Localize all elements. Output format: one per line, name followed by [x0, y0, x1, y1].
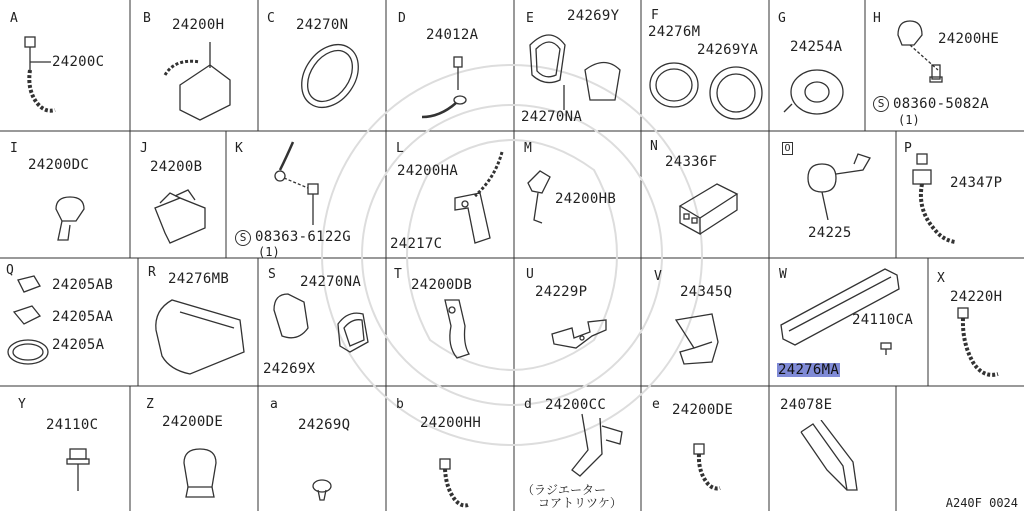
hose-tube-icon — [795, 420, 865, 495]
cell-letter: J — [140, 141, 148, 156]
protector-cover-icon — [672, 312, 752, 372]
part-number[interactable]: 24269Y — [567, 8, 620, 24]
part-number[interactable]: 24276M — [648, 24, 701, 40]
cell-letter: K — [235, 141, 243, 156]
flat-bracket-icon — [550, 318, 610, 358]
part-number[interactable]: 08360-5082A — [893, 96, 990, 112]
bolt-icon — [64, 445, 94, 495]
cell-letter: O — [782, 142, 793, 155]
cell-letter: U — [526, 267, 534, 282]
clamp-icon — [176, 445, 226, 505]
part-number[interactable]: 24276MB — [168, 271, 230, 287]
part-number[interactable]: 24270NA — [521, 109, 583, 125]
part-number[interactable]: 24200HA — [397, 163, 459, 179]
part-number[interactable]: 24269Q — [298, 417, 351, 433]
part-number[interactable]: 24205AB — [52, 277, 114, 293]
part-number[interactable]: 24200DB — [411, 277, 473, 293]
location-note: コアトリツケ） — [538, 496, 622, 510]
part-number[interactable]: 24269X — [263, 361, 316, 377]
retainer-clip-icon — [798, 150, 878, 220]
cell-letter: R — [148, 265, 156, 280]
cell-letter: G — [778, 11, 786, 26]
bracket-harness-icon — [440, 148, 510, 248]
cell-letter: Q — [6, 263, 14, 278]
harness-bracket-icon — [150, 188, 220, 248]
cell-letter: A — [10, 11, 18, 26]
part-number[interactable]: 24347P — [950, 175, 1003, 191]
cell-letter: D — [398, 11, 406, 26]
part-number[interactable]: 24110C — [46, 417, 99, 433]
harness-clip-icon — [15, 35, 65, 120]
part-number[interactable]: 24205AA — [52, 309, 114, 325]
grommet-pair-icon — [520, 25, 635, 110]
harness-clip-icon — [436, 455, 476, 510]
part-number[interactable]: 24200HB — [555, 191, 617, 207]
part-number[interactable]: 08363-6122G — [255, 229, 352, 245]
part-number[interactable]: 24200DE — [672, 402, 734, 418]
part-number-highlighted[interactable]: 24276MA — [778, 362, 840, 378]
screw-symbol: S — [235, 230, 251, 246]
cell-letter: W — [779, 267, 787, 282]
part-number[interactable]: 24200HH — [420, 415, 482, 431]
ground-strap-icon — [420, 45, 490, 125]
cell-letter: V — [654, 269, 662, 284]
cell-letter: X — [937, 271, 945, 286]
cell-letter: H — [873, 11, 881, 26]
part-number[interactable]: 24220H — [950, 289, 1003, 305]
grommet-plug-icon — [782, 62, 852, 122]
part-number[interactable]: 24229P — [535, 284, 588, 300]
cell-letter: M — [524, 141, 532, 156]
wire-bracket-icon — [435, 296, 485, 371]
part-number[interactable]: 24078E — [780, 397, 833, 413]
part-number[interactable]: 24254A — [790, 39, 843, 55]
part-number[interactable]: 24200DC — [28, 157, 90, 173]
cell-letter: C — [267, 11, 275, 26]
clip-icon — [520, 165, 560, 230]
part-number[interactable]: 24205A — [52, 337, 105, 353]
part-number[interactable]: 24200HE — [938, 31, 1000, 47]
radiator-bracket-icon — [562, 410, 632, 482]
connector-block-icon — [672, 178, 747, 238]
cell-letter: I — [10, 141, 18, 156]
part-number[interactable]: 24200C — [52, 54, 105, 70]
part-number[interactable]: 24270NA — [300, 274, 362, 290]
grommet-ring-icon — [290, 38, 370, 118]
part-number[interactable]: 24270N — [296, 17, 349, 33]
screw-symbol: S — [873, 96, 889, 112]
part-number[interactable]: 24269YA — [697, 42, 759, 58]
grommet-pair-icon — [268, 290, 383, 360]
cell-letter: F — [651, 8, 659, 23]
cell-letter: P — [904, 141, 912, 156]
cell-letter: L — [396, 141, 404, 156]
cell-letter: e — [652, 397, 660, 412]
harness-clip-icon — [688, 440, 728, 495]
harness-clip-icon — [905, 150, 965, 250]
cell-letter: d — [524, 397, 532, 412]
cell-letter: B — [143, 11, 151, 26]
cell-letter: Y — [18, 397, 26, 412]
cell-letter: b — [396, 397, 404, 412]
harness-cover-bolt-icon — [775, 265, 925, 355]
clip-with-bolt-icon — [888, 15, 948, 95]
harness-protector-icon — [150, 290, 255, 380]
part-number[interactable]: 24200B — [150, 159, 203, 175]
cell-letter: Z — [146, 397, 154, 412]
cell-letter: S — [268, 267, 276, 282]
part-number[interactable]: 24012A — [426, 27, 479, 43]
part-number[interactable]: 24200DE — [162, 414, 224, 430]
part-number[interactable]: 24110CA — [852, 312, 914, 328]
part-number[interactable]: 24225 — [808, 225, 852, 241]
part-number[interactable]: 24200CC — [545, 397, 607, 413]
harness-clip-icon — [948, 304, 1008, 384]
location-note: （ラジエーター — [522, 483, 607, 497]
cell-letter: N — [650, 139, 658, 154]
part-number[interactable]: 24336F — [665, 154, 718, 170]
part-number[interactable]: 24217C — [390, 236, 443, 252]
part-number[interactable]: 24200H — [172, 17, 225, 33]
harness-clamp-icon — [48, 195, 93, 245]
cell-letter: T — [394, 267, 402, 282]
clip-plug-icon — [308, 474, 338, 504]
harness-bracket-icon — [160, 40, 240, 125]
grommet-rings-icon — [646, 55, 766, 125]
quantity-label: (1) — [898, 113, 920, 127]
clip-set-icon — [4, 272, 54, 372]
cell-letter: E — [526, 11, 534, 26]
quantity-label: (1) — [258, 245, 280, 259]
diagram-code: A240F 0024 — [945, 496, 1018, 510]
cell-letter: a — [270, 397, 278, 412]
watermark-emblem — [322, 65, 702, 445]
part-number[interactable]: 24345Q — [680, 284, 733, 300]
ground-wire-bolt-icon — [268, 140, 338, 230]
